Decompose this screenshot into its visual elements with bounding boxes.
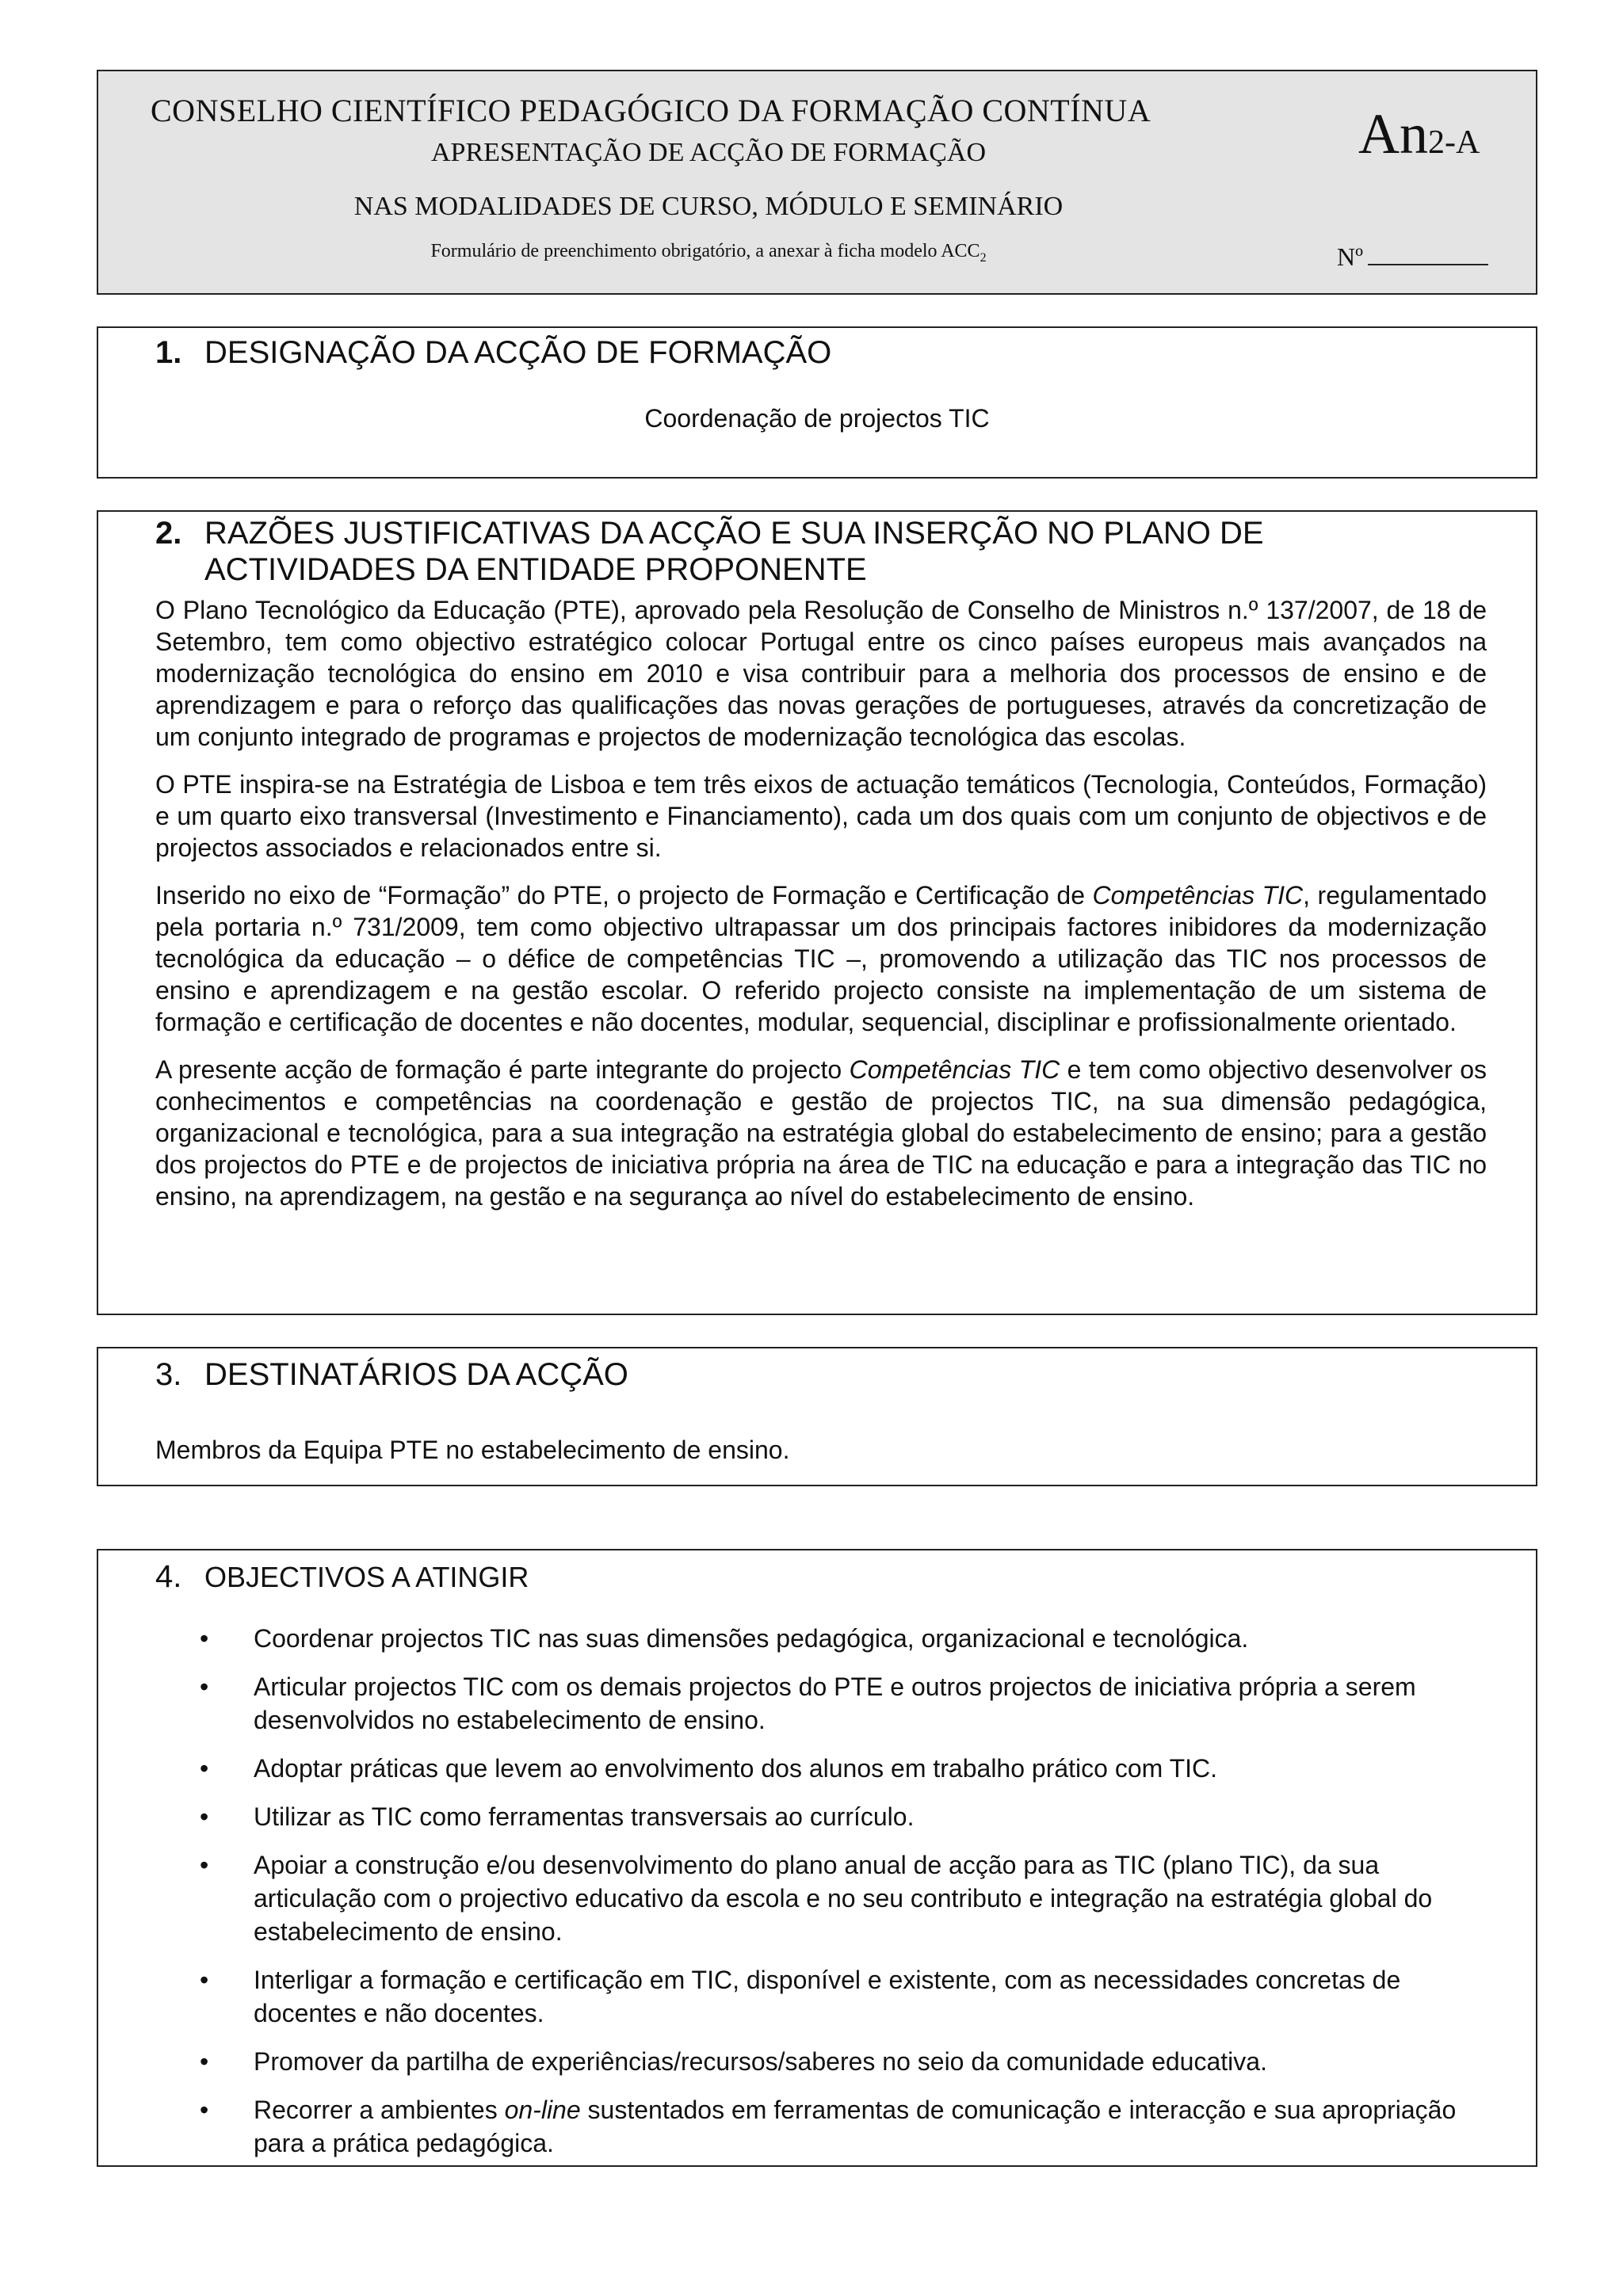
objectives-list <box>155 1622 1495 2175</box>
form-subtitle: NAS MODALIDADES DE CURSO, MÓDULO E SEMINÁRIO <box>353 192 1064 221</box>
section-number: 2. <box>155 516 182 551</box>
bullet-icon: • <box>200 1966 209 1994</box>
paragraph: O Plano Tecnológico da Educação (PTE), aprovado pela Resolução de Conselho de Ministros n.º 137/2007, de 18 de Setembro, tem como objectivo estratégico colocar Portugal entre os cinco países europeus mais avançados na modernização tecnológica do ensino em 2010 e visa contribuir para a melhoria dos processos de ensino e de aprendizagem e para o reforço das qualificações das novas gerações de portugueses, através da concretização de um conjunto integrado de programas e projectos de modernização tecnológica das escolas. <box>155 596 1487 751</box>
section-title-line2: ACTIVIDADES DA ENTIDADE PROPONENTE <box>204 552 867 587</box>
list-item: • Coordenar projectos TIC nas suas dimensões pedagógica, organizacional e tecnológica. <box>155 1622 1495 1655</box>
section-number: 4. <box>155 1559 182 1594</box>
section-objectives <box>97 1549 1537 2167</box>
action-designation: Coordenação de projectos TIC <box>644 404 990 433</box>
list-item: • Apoiar a construção e/ou desenvolvimento do plano anual de acção para as TIC (plano TIC), da sua articulação com o projectivo educativo da escola e no seu contributo e integração na estratégia global do estabelecimento de ensino. <box>155 1848 1495 1948</box>
section-title-line1: RAZÕES JUSTIFICATIVAS DA ACÇÃO E SUA INSERÇÃO NO PLANO DE <box>204 516 1264 551</box>
section-heading <box>155 515 1264 588</box>
section-heading <box>155 334 831 371</box>
paragraph: Inserido no eixo de “Formação” do PTE, o projecto de Formação e Certificação de Competências TIC, regulamentado pela portaria n.º 731/2009, tem como objectivo ultrapassar um dos principais factores inibidores da modernização tecnológica da educação – o défice de competências TIC –, promovendo a utilização das TIC nos processos de ensino e aprendizagem e na gestão escolar. O referido projecto consiste na implementação de um sistema de formação e certificação de docentes e não docentes, modular, sequencial, disciplinar e profissionalmente orientado. <box>155 881 1487 1036</box>
section-number: 3. <box>155 1357 182 1392</box>
bullet-icon: • <box>200 1624 209 1653</box>
form-code: An2-A <box>1358 102 1480 166</box>
list-item: • Interligar a formação e certificação em TIC, disponível e existente, com as necessidades concretas de docentes e não docentes. <box>155 1963 1495 2030</box>
section-title: DESIGNAÇÃO DA ACÇÃO DE FORMAÇÃO <box>204 335 832 370</box>
section-justification <box>97 510 1537 1315</box>
number-blank-line <box>1368 243 1488 265</box>
paragraph: A presente acção de formação é parte integrante do projecto Competências TIC e tem como objectivo desenvolver os conhecimentos e competências na coordenação e gestão de projectos TIC, na sua dimensão pedagógica, organizacional e tecnológica, para a sua integração na estratégia global do estabelecimento de ensino; para a gestão dos projectos do PTE e de projectos de iniciativa própria na área de TIC na educação e para a integração das TIC no ensino, na aprendizagem, na gestão e na segurança ao nível do estabelecimento de ensino. <box>155 1055 1487 1211</box>
justification-text <box>155 594 1487 1228</box>
list-item: • Recorrer a ambientes on-line sustentados em ferramentas de comunicação e interacção e sua apropriação para a prática pedagógica. <box>155 2093 1495 2160</box>
bullet-icon: • <box>200 2096 209 2124</box>
form-title: APRESENTAÇÃO DE ACÇÃO DE FORMAÇÃO <box>430 138 987 167</box>
bullet-icon: • <box>200 1851 209 1879</box>
section-heading <box>155 1356 628 1393</box>
bullet-icon: • <box>200 1672 209 1701</box>
section-heading <box>155 1558 529 1596</box>
section-designation <box>97 326 1537 479</box>
section-number: 1. <box>155 335 182 370</box>
bullet-icon: • <box>200 2047 209 2076</box>
audience-text: Membros da Equipa PTE no estabelecimento de ensino. <box>155 1436 790 1464</box>
section-audience <box>97 1347 1537 1486</box>
form-number-field: Nº <box>1337 242 1488 272</box>
bullet-icon: • <box>200 1754 209 1783</box>
form-header <box>97 70 1537 295</box>
section-title: OBJECTIVOS A ATINGIR <box>204 1561 529 1593</box>
list-item: • Promover da partilha de experiências/recursos/saberes no seio da comunidade educativa. <box>155 2045 1495 2078</box>
list-item: • Adoptar práticas que levem ao envolvimento dos alunos em trabalho prático com TIC. <box>155 1752 1495 1785</box>
council-title: CONSELHO CIENTÍFICO PEDAGÓGICO DA FORMAÇÃO CONTÍNUA <box>151 93 1151 128</box>
list-item: • Utilizar as TIC como ferramentas transversais ao currículo. <box>155 1800 1495 1833</box>
section-title: DESTINATÁRIOS DA ACÇÃO <box>204 1357 628 1392</box>
bullet-icon: • <box>200 1802 209 1831</box>
paragraph: O PTE inspira-se na Estratégia de Lisboa e tem três eixos de actuação temáticos (Tecnologia, Conteúdos, Formação) e um quarto eixo transversal (Investimento e Financiamento), cada um dos quais com um conjunto de objectivos e de projectos associados e relacionados entre si. <box>155 770 1487 862</box>
list-item: • Articular projectos TIC com os demais projectos do PTE e outros projectos de iniciativa própria a serem desenvolvidos no estabelecimento de ensino. <box>155 1670 1495 1737</box>
form-note: Formulário de preenchimento obrigatório, a anexar à ficha modelo $ACC_2$ <box>430 241 987 265</box>
